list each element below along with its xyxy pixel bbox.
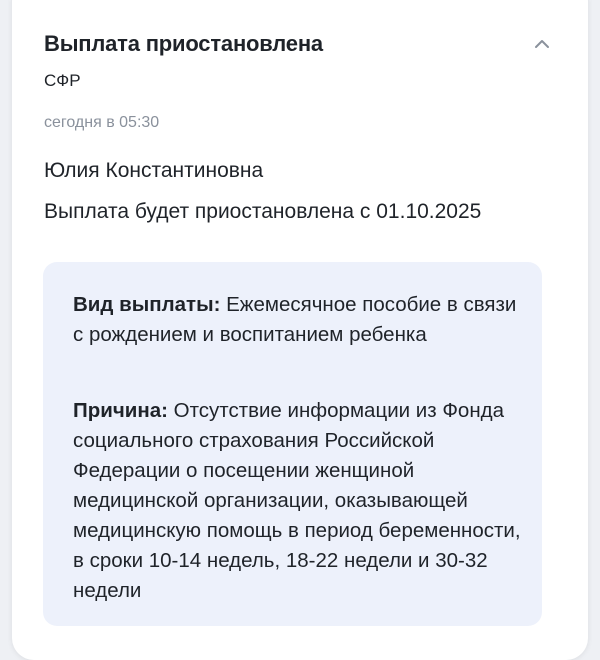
notification-sender: СФР	[44, 71, 81, 90]
reason-label: Причина:	[73, 399, 168, 422]
payment-type-label: Вид выплаты:	[73, 293, 221, 316]
payment-details-box	[43, 262, 542, 626]
notification-timestamp: сегодня в 05:30	[44, 114, 160, 131]
recipient-name: Юлия Константиновна	[44, 159, 264, 182]
notification-message: Выплата будет приостановлена с 01.10.2025	[44, 200, 482, 223]
payment-type-paragraph	[73, 290, 523, 350]
reason-paragraph	[73, 396, 523, 606]
notification-title: Выплата приостановлена	[44, 31, 323, 56]
payment-type-value: Ежемесячное пособие в связи с рождением и воспитанием ребенка	[73, 293, 517, 346]
reason-value: Отсутствие информации из Фонда социального страхования Российской Федерации о посещении женщиной медицинской организации, оказывающей медицинскую помощь в период беременности, в сроки 10-14 недель, 18-22 недели и 30-32 недели	[73, 399, 521, 602]
chevron-up-icon[interactable]	[530, 33, 554, 53]
